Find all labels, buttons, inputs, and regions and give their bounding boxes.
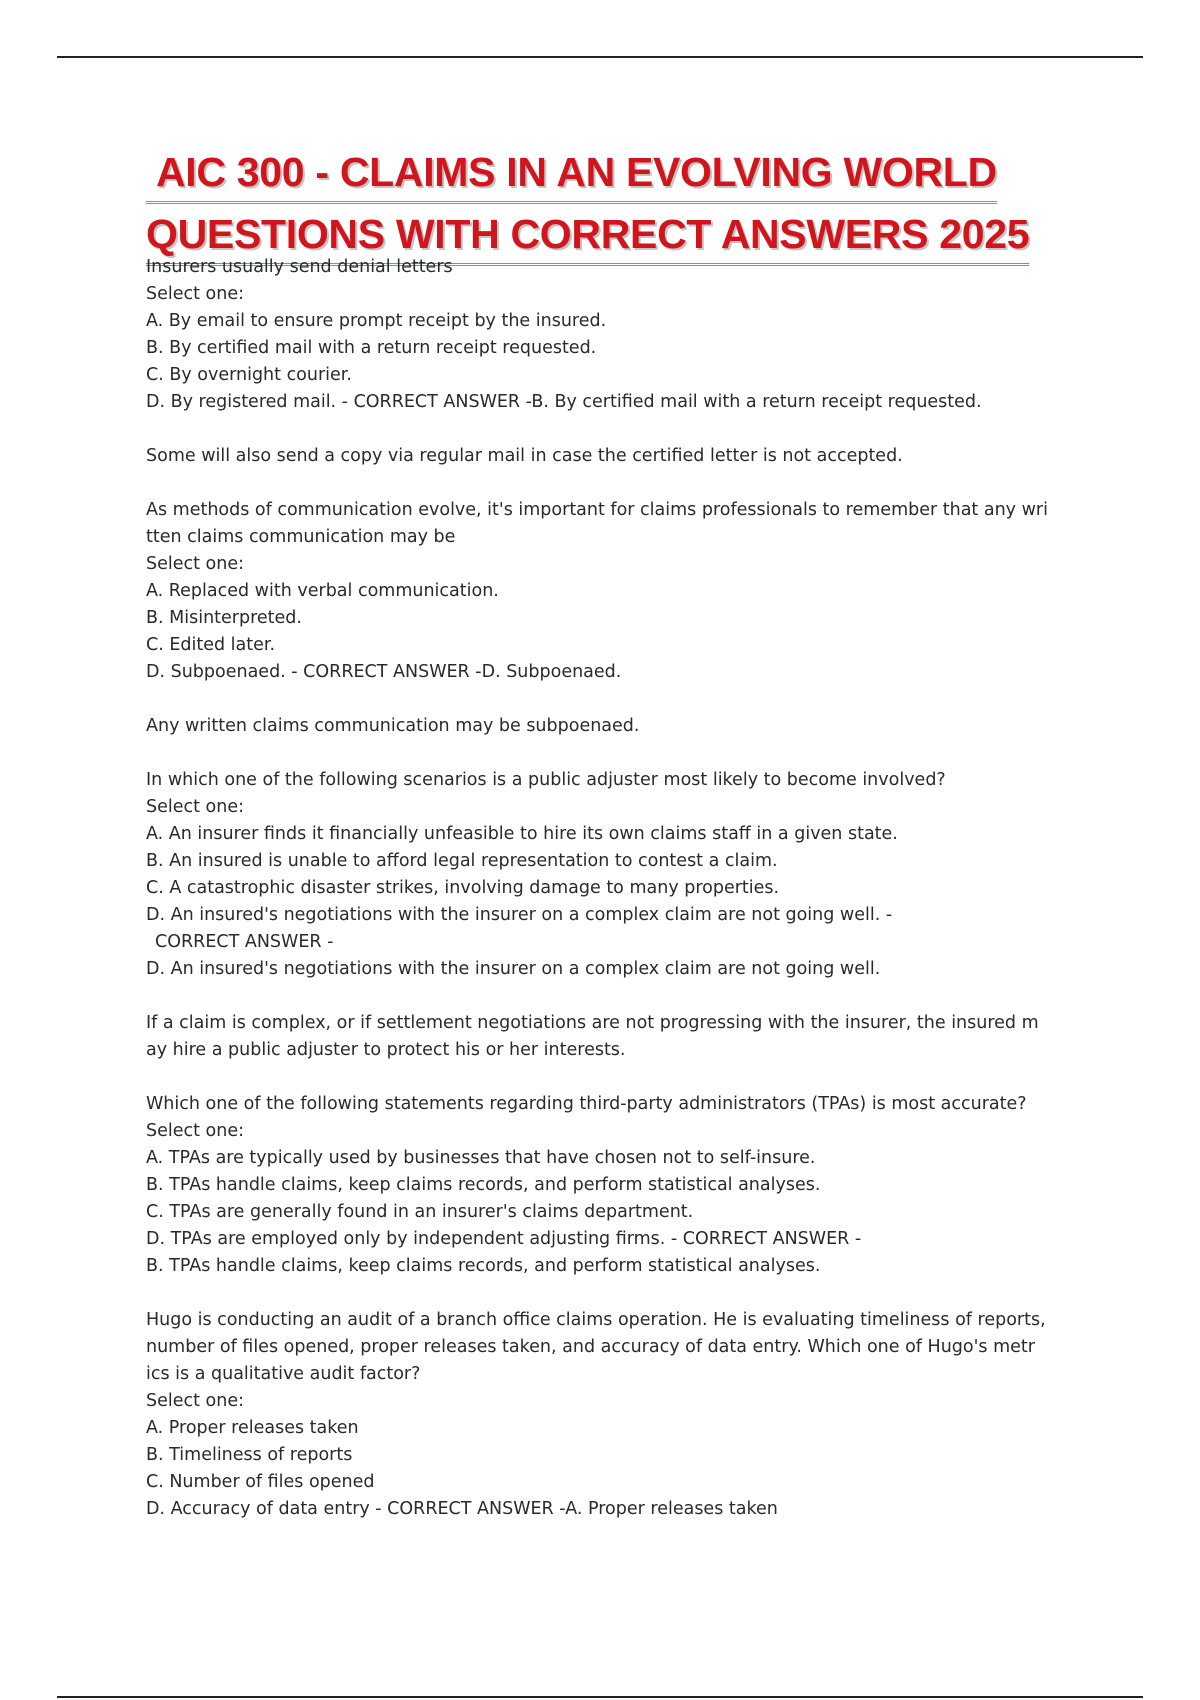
correct-answer-label: CORRECT ANSWER - [155, 932, 334, 952]
document-body [146, 254, 1136, 1523]
option-d: D. An insured's negotiations with the insurer on a complex claim are not going well. - [146, 905, 893, 925]
document-title [146, 144, 1156, 268]
question-stem: Which one of the following statements regarding third-party administrators (TPAs) is most accurate? [146, 1094, 1027, 1114]
option-a: A. Proper releases taken [146, 1418, 359, 1438]
select-one-label: Select one: [146, 1391, 245, 1411]
question-stem: As methods of communication evolve, it's important for claims professionals to remember that any wri [146, 500, 1048, 520]
question-stem: Insurers usually send denial letters [146, 257, 453, 277]
option-d-with-answer: D. Accuracy of data entry - CORRECT ANSWER -A. Proper releases taken [146, 1499, 778, 1519]
question-4 [146, 1091, 1136, 1280]
option-d-with-answer-label: D. TPAs are employed only by independent adjusting firms. - CORRECT ANSWER - [146, 1229, 862, 1249]
question-stem-continued: tten claims communication may be [146, 527, 456, 547]
select-one-label: Select one: [146, 797, 245, 817]
option-b: B. Misinterpreted. [146, 608, 302, 628]
option-c: C. By overnight courier. [146, 365, 352, 385]
option-c: C. TPAs are generally found in an insurer's claims department. [146, 1202, 694, 1222]
option-c: C. Edited later. [146, 635, 276, 655]
option-b: B. TPAs handle claims, keep claims records, and perform statistical analyses. [146, 1175, 821, 1195]
question-1 [146, 254, 1136, 470]
question-3 [146, 767, 1136, 1064]
question-stem-continued-2: ics is a qualitative audit factor? [146, 1364, 421, 1384]
option-a: A. By email to ensure prompt receipt by the insured. [146, 311, 607, 331]
option-a: A. TPAs are typically used by businesses that have chosen not to self-insure. [146, 1148, 816, 1168]
option-d-with-answer: D. By registered mail. - CORRECT ANSWER -B. By certified mail with a return receipt requested. [146, 392, 982, 412]
option-c: C. A catastrophic disaster strikes, involving damage to many properties. [146, 878, 780, 898]
option-b: B. Timeliness of reports [146, 1445, 353, 1465]
bottom-rule [57, 1696, 1143, 1698]
explanation: If a claim is complex, or if settlement negotiations are not progressing with the insurer, the insured m [146, 1013, 1039, 1033]
select-one-label: Select one: [146, 1121, 245, 1141]
select-one-label: Select one: [146, 554, 245, 574]
question-stem: In which one of the following scenarios is a public adjuster most likely to become involved? [146, 770, 946, 790]
option-c: C. Number of files opened [146, 1472, 375, 1492]
question-5 [146, 1307, 1136, 1523]
explanation: Any written claims communication may be subpoenaed. [146, 716, 640, 736]
question-stem-continued: number of files opened, proper releases taken, and accuracy of data entry. Which one of Hugo's metr [146, 1337, 1035, 1357]
title-line-1: AIC 300 - CLAIMS IN AN EVOLVING WORLD [146, 144, 997, 204]
select-one-label: Select one: [146, 284, 245, 304]
question-2 [146, 497, 1136, 740]
option-a: A. An insurer finds it financially unfeasible to hire its own claims staff in a given state. [146, 824, 898, 844]
title-line-2: QUESTIONS WITH CORRECT ANSWERS 2025 [146, 206, 1029, 266]
explanation: Some will also send a copy via regular mail in case the certified letter is not accepted. [146, 446, 903, 466]
question-stem: Hugo is conducting an audit of a branch office claims operation. He is evaluating timeliness of reports, [146, 1310, 1046, 1330]
top-rule [57, 56, 1143, 58]
option-b: B. By certified mail with a return receipt requested. [146, 338, 597, 358]
option-b: B. An insured is unable to afford legal representation to contest a claim. [146, 851, 778, 871]
option-d-with-answer: D. Subpoenaed. - CORRECT ANSWER -D. Subpoenaed. [146, 662, 622, 682]
option-a: A. Replaced with verbal communication. [146, 581, 499, 601]
correct-answer: B. TPAs handle claims, keep claims records, and perform statistical analyses. [146, 1256, 821, 1276]
explanation-continued: ay hire a public adjuster to protect his or her interests. [146, 1040, 626, 1060]
correct-answer: D. An insured's negotiations with the insurer on a complex claim are not going well. [146, 959, 881, 979]
